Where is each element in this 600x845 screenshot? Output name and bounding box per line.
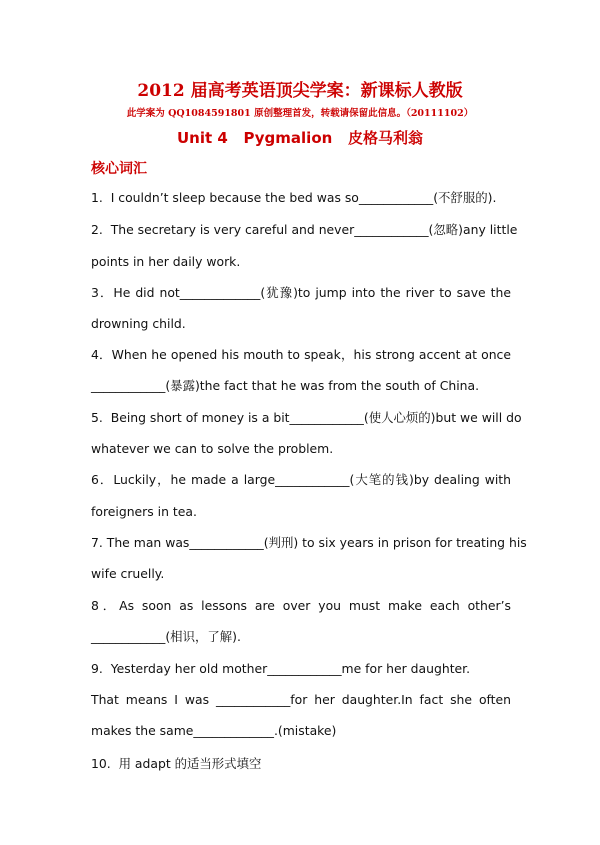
exercise-line: That means I was ____________for her daughter.In fact she often xyxy=(91,692,511,707)
page-title: 2012 届高考英语顶尖学案：新课标人教版 xyxy=(137,81,463,101)
exercise-line: points in her daily work. xyxy=(91,254,241,269)
exercise-line: 7. The man was____________(判刑) to six years in prison for treating his xyxy=(91,535,527,550)
exercise-line: 5. Being short of money is a bit____________(使人心烦的)but we will do xyxy=(91,410,522,425)
exercise-line: makes the same_____________.(mistake) xyxy=(91,723,337,738)
exercise-line: ____________(暴露)the fact that he was from the south of China. xyxy=(91,378,480,393)
exercise-line: ____________(相识，了解). xyxy=(91,629,241,644)
exercise-line: 3．He did not_____________(犹豫)to jump into the river to save the xyxy=(91,285,511,300)
exercise-line: wife cruelly. xyxy=(91,566,165,581)
exercise-line: drowning child. xyxy=(91,316,186,331)
exercise-line: 4．When he opened his mouth to speak，his strong accent at once xyxy=(91,347,511,362)
exercise-line: 1. I couldn’t sleep because the bed was so____________(不舒服的). xyxy=(91,190,497,205)
section-heading: 核心词汇 xyxy=(91,161,147,177)
copyright-notice: 此学案为 QQ1084591801 原创整理首发，转载请保留此信息。（20111102） xyxy=(126,108,474,119)
exercise-line: foreigners in tea. xyxy=(91,504,197,519)
unit-title: Unit 4 Pygmalion 皮格马利翁 xyxy=(177,129,423,147)
exercise-line: 8．As soon as lessons are over you must make each other’s xyxy=(91,598,511,613)
exercise-line: 9. Yesterday her old mother____________me for her daughter. xyxy=(91,661,471,676)
exercise-line: 6．Luckily，he made a large____________(大笔的钱)by dealing with xyxy=(91,472,511,487)
exercise-line: 2. The secretary is very careful and never____________(忽略)any little xyxy=(91,222,518,237)
exercise-line: whatever we can to solve the problem. xyxy=(91,441,334,456)
exercise-line: 10. 用 adapt 的适当形式填空 xyxy=(91,756,262,771)
